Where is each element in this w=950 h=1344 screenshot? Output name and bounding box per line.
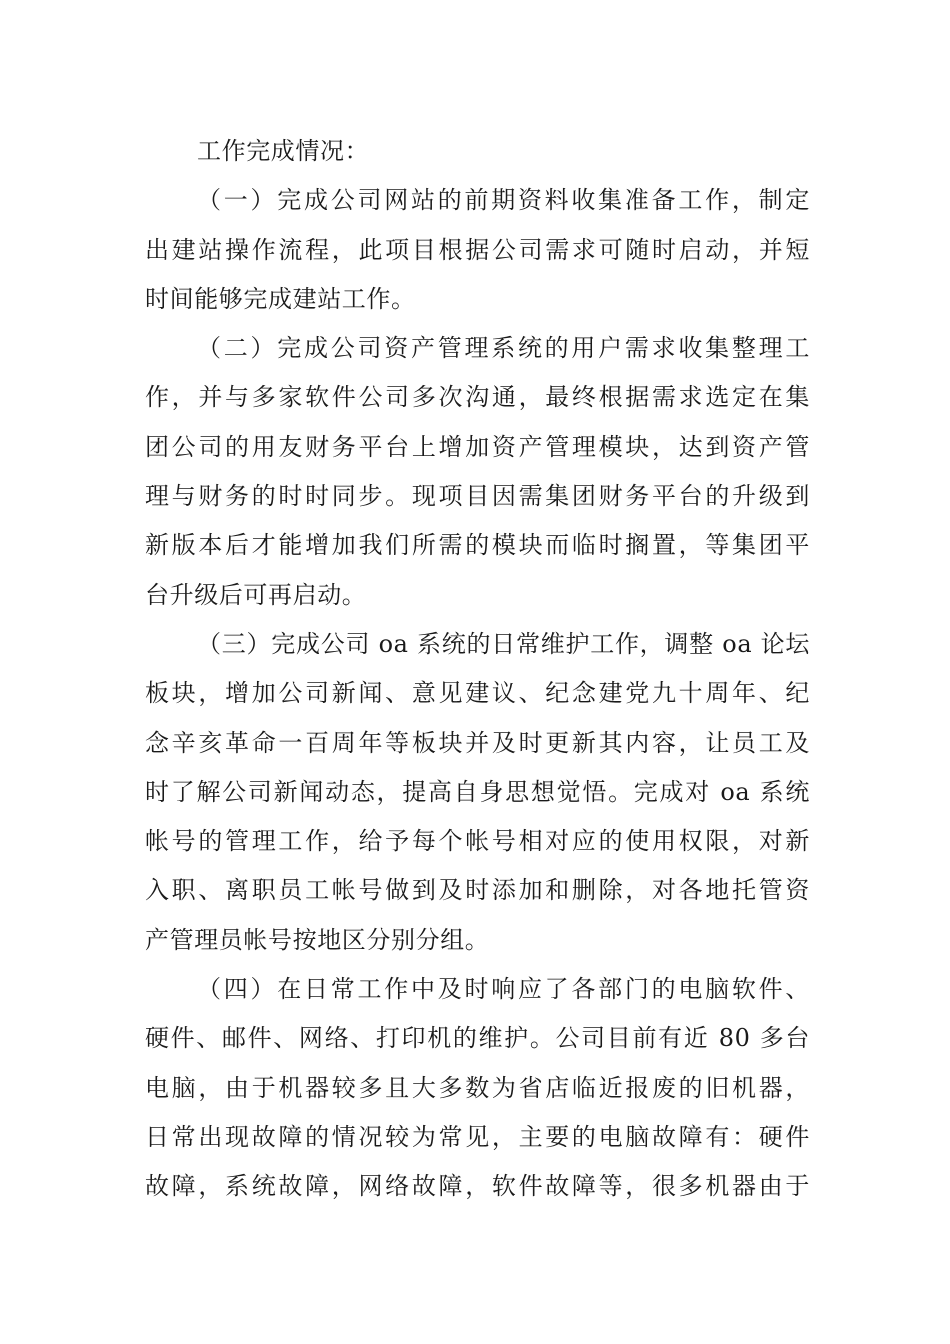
section-heading: 工作完成情况： (197, 137, 370, 165)
paragraph-line: 帐号的管理工作，给予每个帐号相对应的使用权限，对新 (145, 827, 810, 856)
paragraph-line: 电脑，由于机器较多且大多数为省店临近报废的旧机器， (145, 1073, 810, 1102)
paragraph-line: 念辛亥革命一百周年等板块并及时更新其内容，让员工及 (145, 728, 810, 757)
paragraph-line: 出建站操作流程，此项目根据公司需求可随时启动，并短 (145, 235, 810, 264)
paragraph-line: 作，并与多家软件公司多次沟通，最终根据需求选定在集 (145, 383, 810, 412)
paragraph-line: （四）在日常工作中及时响应了各部门的电脑软件、 (197, 975, 810, 1004)
paragraph-line: （二）完成公司资产管理系统的用户需求收集整理工 (197, 334, 810, 363)
paragraph-line: 新版本后才能增加我们所需的模块而临时搁置，等集团平 (145, 531, 810, 560)
paragraph-line: 故障，系统故障，网络故障，软件故障等，很多机器由于 (145, 1172, 810, 1201)
paragraph-1 (145, 176, 810, 324)
paragraph-line: 日常出现故障的情况较为常见，主要的电脑故障有：硬件 (145, 1122, 810, 1151)
paragraph-line: 时间能够完成建站工作。 (145, 284, 416, 313)
paragraph-line: 入职、离职员工帐号做到及时添加和删除，对各地托管资 (145, 876, 810, 905)
paragraph-line: 台升级后可再启动。 (145, 580, 367, 609)
paragraph-4 (145, 965, 810, 1211)
paragraph-line: 板块，增加公司新闻、意见建议、纪念建党九十周年、纪 (145, 679, 810, 708)
document-body (145, 127, 810, 1212)
paragraph-2 (145, 324, 810, 620)
paragraph-line: 产管理员帐号按地区分别分组。 (145, 925, 490, 954)
paragraph-line: 团公司的用友财务平台上增加资产管理模块，达到资产管 (145, 432, 810, 461)
paragraph-line: （一）完成公司网站的前期资料收集准备工作，制定 (197, 186, 810, 215)
paragraph-3 (145, 620, 810, 965)
paragraph-line: （三）完成公司 oa 系统的日常维护工作，调整 oa 论坛 (197, 629, 810, 658)
paragraph-line: 时了解公司新闻动态，提高自身思想觉悟。完成对 oa 系统 (145, 777, 810, 806)
paragraph-line: 理与财务的时时同步。现项目因需集团财务平台的升级到 (145, 482, 810, 511)
paragraph-line: 硬件、邮件、网络、打印机的维护。公司目前有近 80 多台 (145, 1024, 810, 1053)
